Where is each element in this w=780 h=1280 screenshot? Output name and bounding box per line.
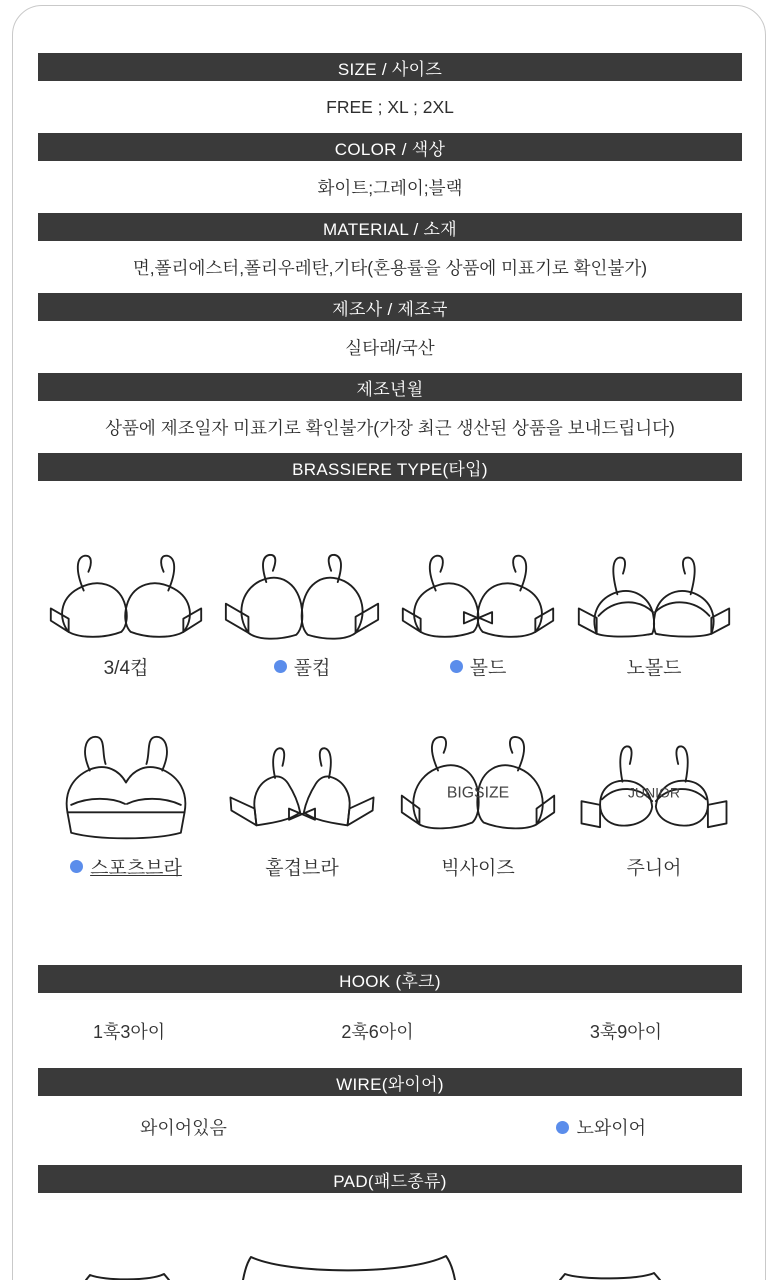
spec-content bbox=[38, 53, 742, 1193]
section-header-manufacturer-label: 제조사 / 제조국 bbox=[332, 299, 448, 319]
bra-junior-illustration bbox=[575, 734, 733, 846]
bra-type-label-text: 스포츠브라 bbox=[90, 857, 182, 879]
bra-singlelayer-illustration bbox=[223, 734, 381, 846]
selected-dot bbox=[274, 660, 287, 673]
bra-nomold-illustration bbox=[574, 552, 734, 646]
section-header-material bbox=[38, 213, 742, 241]
bra-type-label-singlelayer bbox=[265, 846, 338, 886]
section-header-brassiere-type-label: BRASSIERE TYPE(타입) bbox=[292, 459, 488, 479]
section-header-manufacture-date-label: 제조년월 bbox=[356, 379, 424, 399]
size-value: FREE ; XL ; 2XL bbox=[326, 96, 454, 117]
bra-type-item-34cup bbox=[38, 536, 214, 686]
bra-type-label-text: 홑겹브라 bbox=[265, 857, 339, 879]
material-value: 면,폴리에스터,폴리우레탄,기타(혼용률을 상품에 미표기로 확인불가) bbox=[132, 257, 648, 278]
wire-option-wired bbox=[140, 1114, 227, 1140]
bra-sports-illustration bbox=[47, 734, 205, 846]
bra-type-label-fullcup bbox=[274, 646, 331, 686]
bra-type-label-text: 주니어 bbox=[626, 857, 682, 879]
pad-illustrations-partial bbox=[0, 1250, 780, 1280]
hook-option-3 bbox=[590, 1018, 662, 1044]
manufacturer-value: 실타래/국산 bbox=[345, 337, 435, 358]
section-header-hook-label: HOOK (후크) bbox=[339, 971, 441, 991]
hook-options-row bbox=[38, 993, 742, 1068]
wire-option-label: 와이어있음 bbox=[140, 1118, 227, 1138]
bra-type-item-fullcup bbox=[214, 536, 390, 686]
selected-dot bbox=[70, 860, 83, 873]
section-header-manufacturer bbox=[38, 293, 742, 321]
section-header-hook bbox=[38, 965, 742, 993]
bra-type-item-nomold bbox=[566, 536, 742, 686]
section-header-size bbox=[38, 53, 742, 81]
wire-option-label: 노와이어 bbox=[576, 1118, 646, 1138]
bra-type-label-bigsize bbox=[441, 846, 514, 886]
bra-type-label-34cup bbox=[104, 646, 149, 686]
section-header-pad-label: PAD(패드종류) bbox=[333, 1171, 447, 1191]
bra-34cup-illustration bbox=[46, 552, 206, 646]
bra-type-label-text: 3/4컵 bbox=[103, 657, 149, 679]
bra-type-label-nomold bbox=[626, 646, 681, 686]
hook-option-label: 1훅3아이 bbox=[93, 1021, 166, 1042]
section-header-wire-label: WIRE(와이어) bbox=[336, 1074, 444, 1094]
section-header-color-label: COLOR / 색상 bbox=[334, 139, 446, 159]
color-value: 화이트;그레이;블랙 bbox=[317, 177, 463, 198]
bra-type-item-bigsize bbox=[390, 706, 566, 886]
bra-type-label-text: 빅사이즈 bbox=[441, 857, 515, 879]
bra-junior-illustration-text: JUNIOR bbox=[628, 784, 680, 801]
section-header-color bbox=[38, 133, 742, 161]
bra-fullcup-illustration bbox=[222, 552, 382, 646]
manufacture-date-value: 상품에 제조일자 미표기로 확인불가(가장 최근 생산된 상품을 보내드립니다) bbox=[105, 417, 675, 438]
bra-type-label-text: 노몰드 bbox=[626, 657, 682, 679]
bra-type-label-junior bbox=[626, 846, 681, 886]
bra-type-label-mold bbox=[450, 646, 507, 686]
section-header-material-label: MATERIAL / 소재 bbox=[322, 219, 458, 239]
section-header-manufacture-date bbox=[38, 373, 742, 401]
section-header-brassiere-type bbox=[38, 453, 742, 481]
bra-type-item-singlelayer bbox=[214, 706, 390, 886]
bra-type-label-text: 풀컵 bbox=[293, 657, 331, 679]
hook-option-1 bbox=[93, 1018, 165, 1044]
bra-bigsize-illustration bbox=[399, 734, 557, 846]
bra-type-label-sports bbox=[70, 846, 182, 886]
bra-type-item-junior bbox=[566, 706, 742, 886]
bra-type-label-text: 몰드 bbox=[469, 657, 507, 679]
selected-dot bbox=[450, 660, 463, 673]
bra-type-item-sports bbox=[38, 706, 214, 886]
hook-option-label: 2훅6아이 bbox=[341, 1021, 414, 1042]
section-header-pad bbox=[38, 1165, 742, 1193]
brassiere-type-grid bbox=[38, 536, 742, 886]
wire-option-wireless bbox=[556, 1114, 646, 1140]
hook-option-label: 3훅9아이 bbox=[589, 1021, 662, 1042]
bra-mold-illustration bbox=[398, 552, 558, 646]
hook-option-2 bbox=[341, 1018, 413, 1044]
section-header-size-label: SIZE / 사이즈 bbox=[337, 59, 443, 79]
bra-type-item-mold bbox=[390, 536, 566, 686]
section-header-wire bbox=[38, 1068, 742, 1096]
bra-bigsize-illustration-text: BIGSIZE bbox=[446, 784, 510, 802]
wire-options-row bbox=[38, 1096, 742, 1158]
selected-dot bbox=[556, 1121, 569, 1134]
